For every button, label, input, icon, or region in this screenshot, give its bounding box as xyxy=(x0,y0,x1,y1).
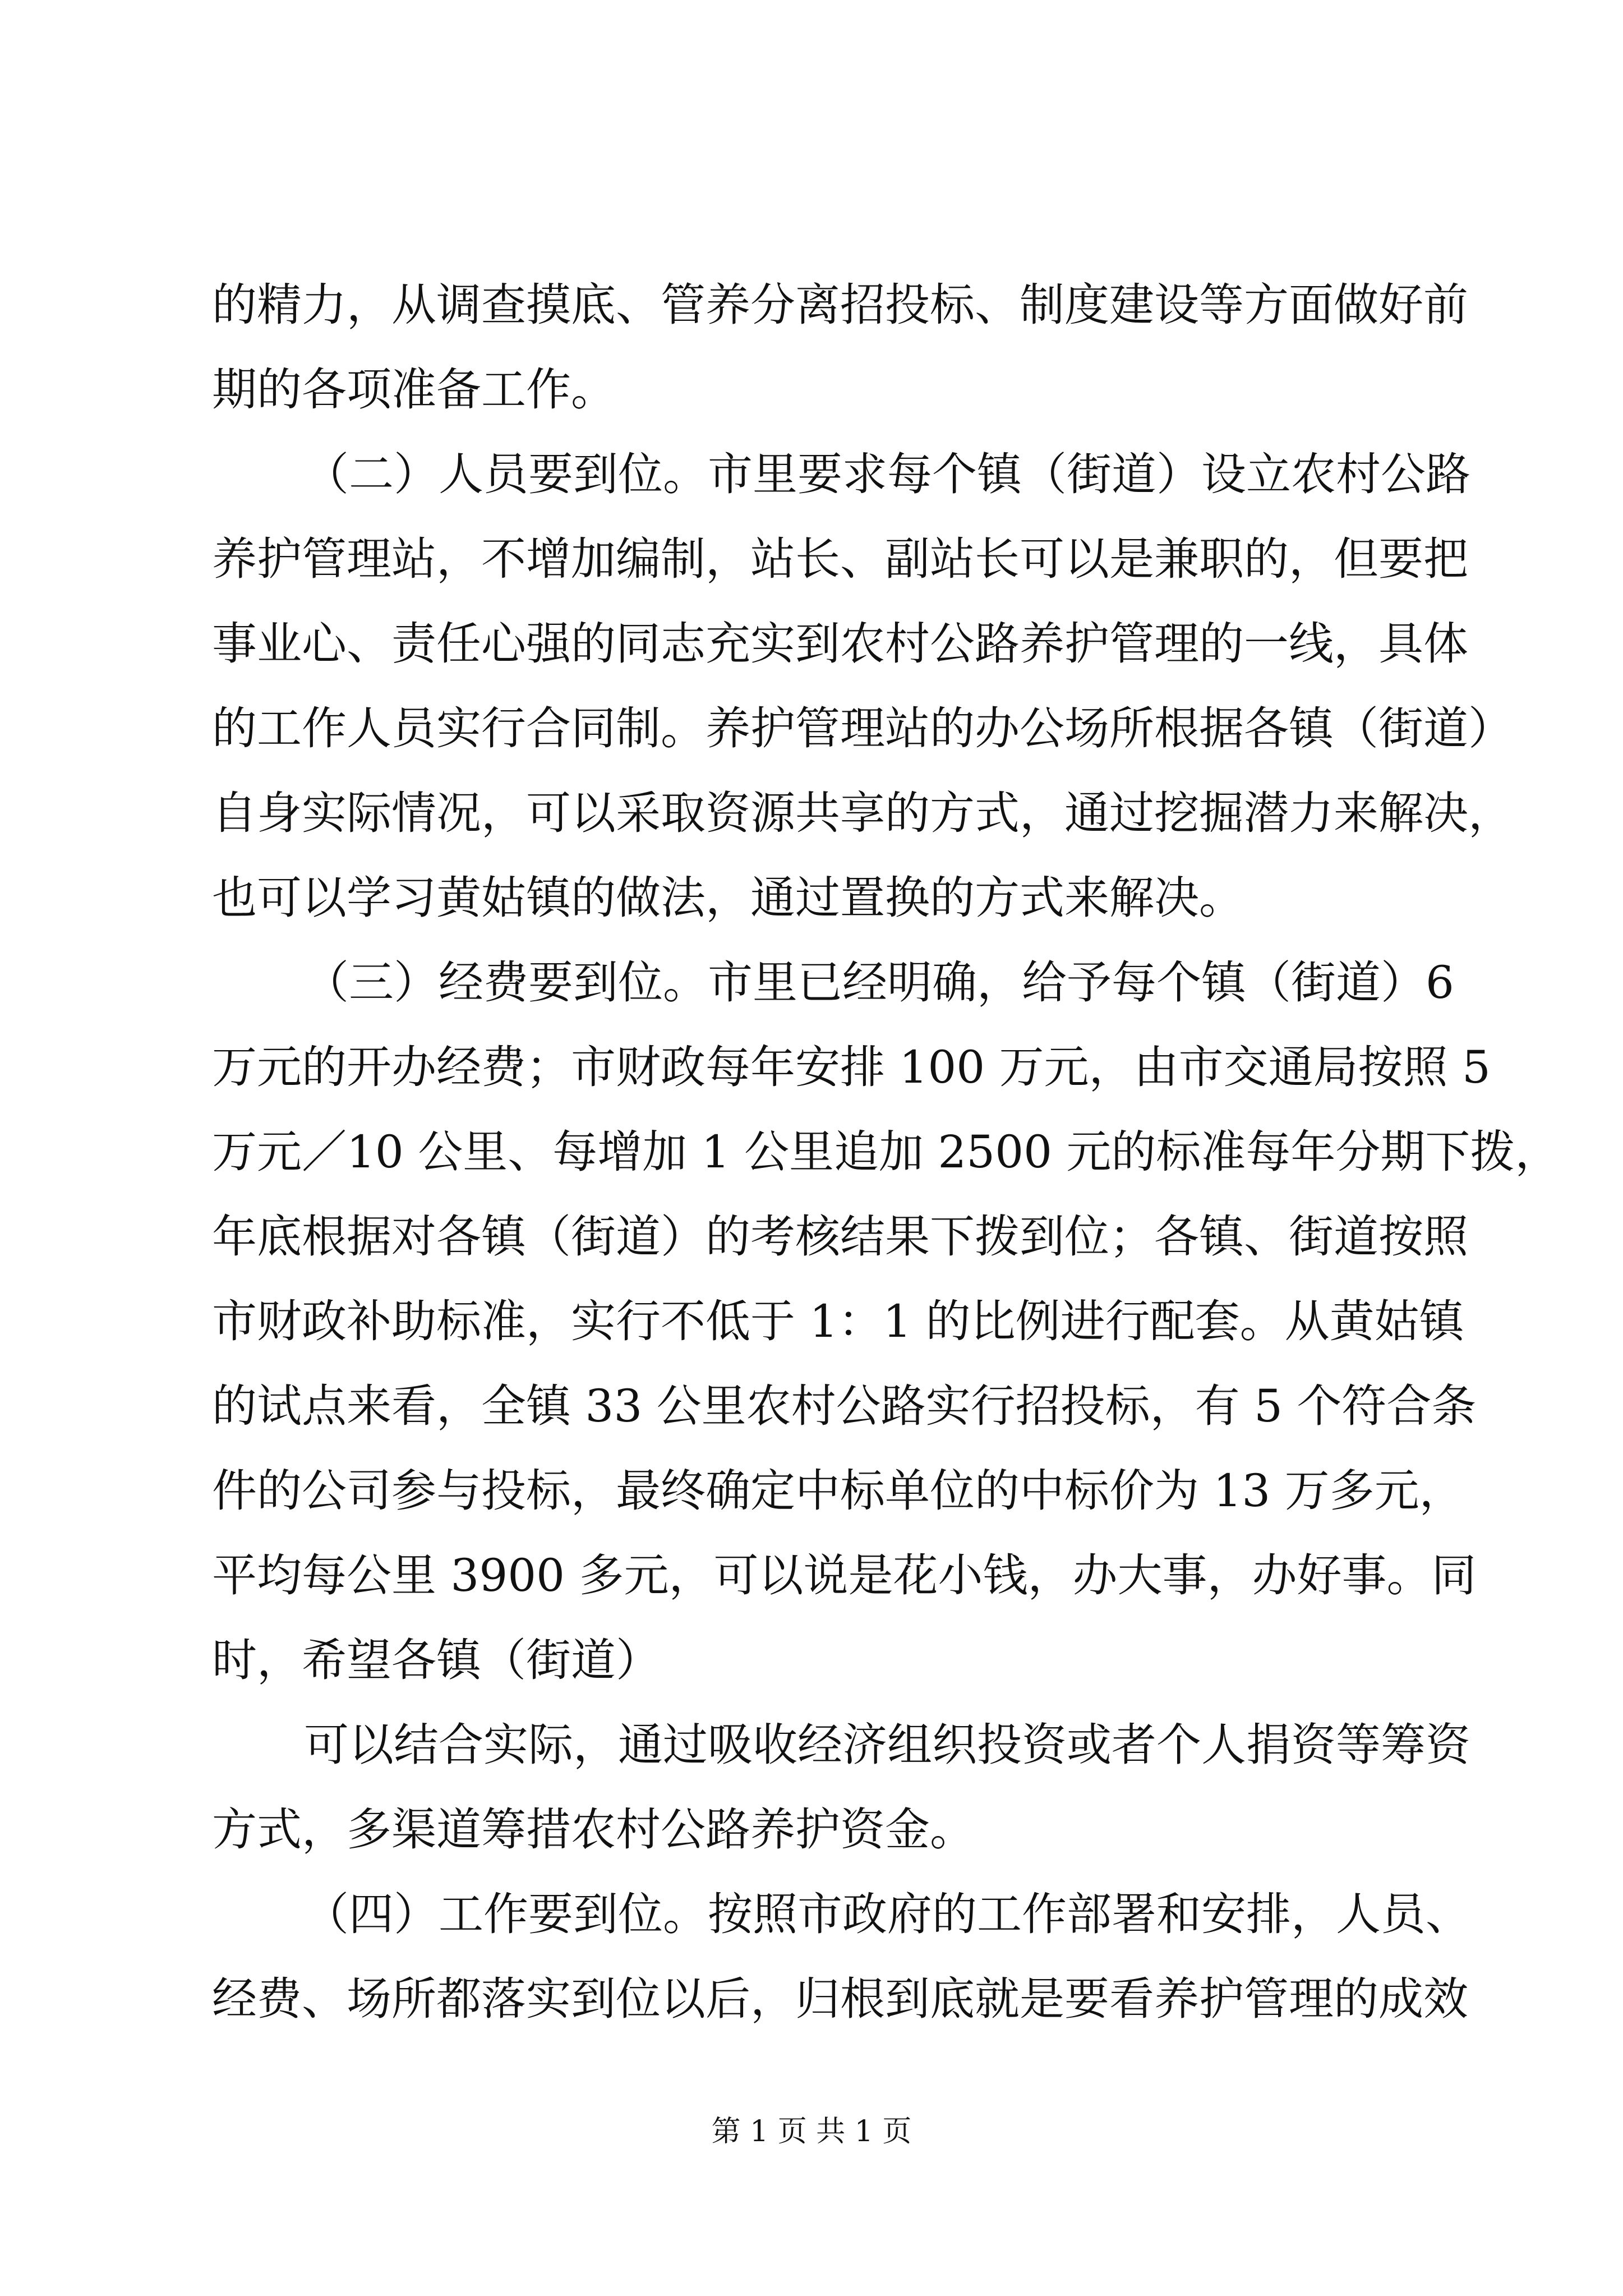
text-line: 市财政补助标准，实行不低于 1：1 的比例进行配套。从黄姑镇 xyxy=(212,1295,1464,1347)
text-line: 年底根据对各镇（街道）的考核结果下拨到位；各镇、街道按照 xyxy=(212,1211,1468,1263)
paragraph-start-line: 可以结合实际，通过吸收经济组织投资或者个人捐资等筹资 xyxy=(304,1719,1470,1771)
text-line: 自身实际情况，可以采取资源共享的方式，通过挖掘潜力来解决， xyxy=(212,787,1513,839)
text-line: 期的各项准备工作。 xyxy=(212,364,616,416)
text-line: 的工作人员实行合同制。养护管理站的办公场所根据各镇（街道） xyxy=(212,702,1513,754)
text-line: 的精力，从调查摸底、管养分离招投标、制度建设等方面做好前 xyxy=(212,279,1468,331)
text-line: 时，希望各镇（街道） xyxy=(212,1634,661,1686)
text-line: 平均每公里 3900 多元，可以说是花小钱，办大事，办好事。同 xyxy=(212,1549,1477,1602)
section-heading-line: （二）人员要到位。市里要求每个镇（街道）设立农村公路 xyxy=(304,448,1470,500)
text-line: 万元的开办经费；市财政每年安排 100 万元，由市交通局按照 5 xyxy=(212,1041,1491,1093)
body-text xyxy=(212,263,1560,2041)
text-line: 的试点来看，全镇 33 公里农村公路实行招投标，有 5 个符合条 xyxy=(212,1380,1477,1432)
text-line: 养护管理站，不增加编制，站长、副站长可以是兼职的，但要把 xyxy=(212,533,1468,585)
text-line: 事业心、责任心强的同志充实到农村公路养护管理的一线，具体 xyxy=(212,618,1468,670)
section-heading-line: （四）工作要到位。按照市政府的工作部署和安排，人员、 xyxy=(304,1888,1470,1940)
text-line: 经费、场所都落实到位以后，归根到底就是要看养护管理的成效 xyxy=(212,1973,1468,2025)
page-footer: 第 1 页 共 1 页 xyxy=(711,2115,912,2148)
text-line: 件的公司参与投标，最终确定中标单位的中标价为 13 万多元， xyxy=(212,1465,1464,1517)
text-line: 万元／10 公里、每增加 1 公里追加 2500 元的标准每年分期下拨， xyxy=(212,1126,1560,1178)
section-heading-line: （三）经费要到位。市里已经明确，给予每个镇（街道）6 xyxy=(304,956,1454,1009)
text-line: 方式，多渠道筹措农村公路养护资金。 xyxy=(212,1803,975,1856)
text-line: 也可以学习黄姑镇的做法，通过置换的方式来解决。 xyxy=(212,872,1244,924)
